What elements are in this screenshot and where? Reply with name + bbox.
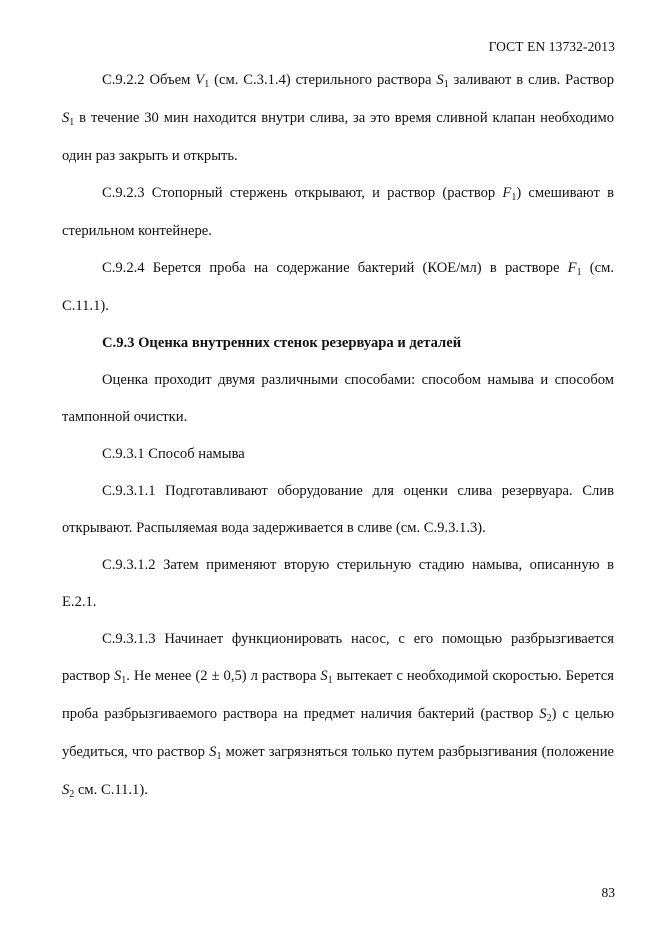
document-header (489, 39, 615, 55)
paragraph-c-9-3-1-1: С.9.3.1.1 Подготавливают оборудование для оценки слива резервуара. Слив открывают. Распыляемая вода задерживается в сливе (см. С.9.3.1.3). (62, 483, 614, 536)
page-number: 83 (601, 885, 615, 900)
standard-designation: ГОСТ EN 13732-2013 (488, 39, 615, 54)
paragraph-evaluation-methods: Оценка проходит двумя различными способами: способом намыва и способом тампонной очистки. (62, 372, 614, 425)
paragraph-c-9-3-1: С.9.3.1 Способ намыва (102, 446, 245, 462)
paragraph-c-9-2-4: С.9.2.4 Берется проба на содержание бактерий (КОЕ/мл) в растворе $F_1$ (см. С.11.1). (62, 260, 614, 314)
paragraph-c-9-2-3: С.9.2.3 Стопорный стержень открывают, и раствор (раствор $F_1$) смешивают в стерильном контейнере. (62, 185, 614, 239)
document-body (62, 62, 614, 810)
paragraph-c-9-3-1-3: С.9.3.1.3 Начинает функционировать насос, с его помощью разбрызгивается раствор $S_1$. Не менее (2 ± 0,5) л раствора $S_1$ вытекает с необходимой скоростью. Берется проба разбрызгиваемого раствора на предмет наличия бактерий (раствор $S_2$) с целью убедиться, что раствор $S_1$ может загрязняться только путем разбрызгивания (положение $S_2$ см. С.11.1). (62, 631, 614, 800)
paragraph-c-9-3-1-2: С.9.3.1.2 Затем применяют вторую стерильную стадию намыва, описанную в Е.2.1. (62, 557, 614, 610)
paragraph-c-9-2-2: С.9.2.2 Объем $V_1$ (см. С.3.1.4) стерильного раствора $S_1$ заливают в слив. Раствор $S_1$ в течение 30 мин находится внутри слива, за это время сливной клапан необходимо один раз закрыть и открыть. (62, 72, 614, 164)
section-title-c-9-3: С.9.3 Оценка внутренних стенок резервуара и деталей (102, 335, 462, 351)
